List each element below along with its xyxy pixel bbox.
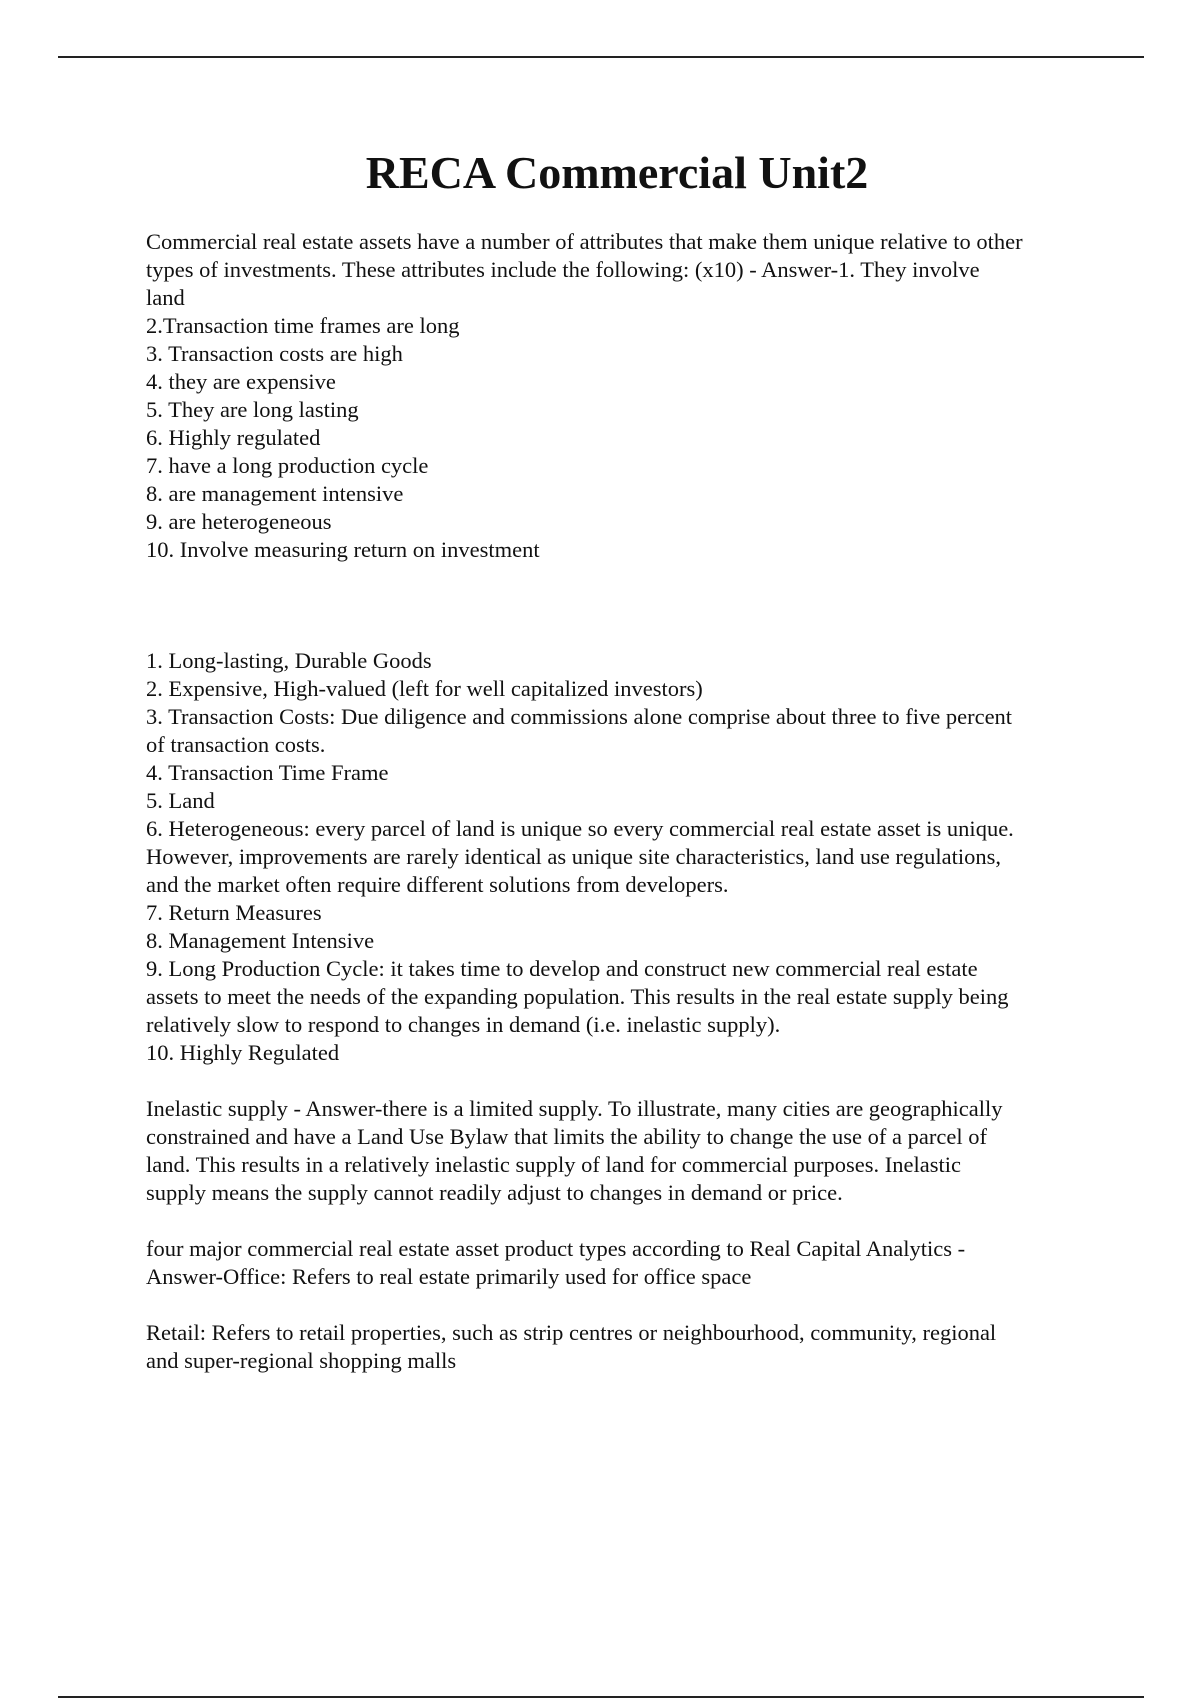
text-line: four major commercial real estate asset product types according to Real Capital Analytics -	[146, 1236, 966, 1261]
text-line: 1. Long-lasting, Durable Goods	[146, 648, 432, 673]
section-spacer	[146, 564, 1096, 647]
text-line: 5. They are long lasting	[146, 397, 359, 422]
text-line: However, improvements are rarely identical as unique site characteristics, land use regulations,	[146, 844, 1002, 869]
text-line: Retail: Refers to retail properties, such as strip centres or neighbourhood, community, regional	[146, 1320, 997, 1345]
document-body	[146, 228, 1096, 1375]
text-line: 10. Involve measuring return on investment	[146, 537, 540, 562]
text-line: and super-regional shopping malls	[146, 1348, 457, 1373]
text-line: 5. Land	[146, 788, 215, 813]
text-line: 6. Highly regulated	[146, 425, 321, 450]
text-line: assets to meet the needs of the expanding population. This results in the real estate supply being	[146, 984, 1009, 1009]
text-line: 3. Transaction Costs: Due diligence and commissions alone comprise about three to five percent	[146, 704, 1013, 729]
text-line: 7. Return Measures	[146, 900, 322, 925]
text-line: types of investments. These attributes include the following: (x10) - Answer-1. They involve	[146, 257, 980, 282]
text-line: 4. Transaction Time Frame	[146, 760, 389, 785]
text-line: 9. Long Production Cycle: it takes time to develop and construct new commercial real estate	[146, 956, 978, 981]
text-line: relatively slow to respond to changes in demand (i.e. inelastic supply).	[146, 1012, 781, 1037]
product-types-card	[146, 1235, 1096, 1291]
attributes-detail-list	[146, 647, 1096, 1067]
text-line: 8. are management intensive	[146, 481, 404, 506]
text-line: land. This results in a relatively inelastic supply of land for commercial purposes. Inelastic	[146, 1152, 961, 1177]
text-line: 2. Expensive, High-valued (left for well capitalized investors)	[146, 676, 703, 701]
text-line: supply means the supply cannot readily adjust to changes in demand or price.	[146, 1180, 843, 1205]
text-line: and the market often require different solutions from developers.	[146, 872, 729, 897]
text-line: Answer-Office: Refers to real estate primarily used for office space	[146, 1264, 752, 1289]
text-line: 6. Heterogeneous: every parcel of land is unique so every commercial real estate asset is unique.	[146, 816, 1014, 841]
text-line: 2.Transaction time frames are long	[146, 313, 460, 338]
text-line: constrained and have a Land Use Bylaw that limits the ability to change the use of a parcel of	[146, 1124, 987, 1149]
text-line: Inelastic supply - Answer-there is a limited supply. To illustrate, many cities are geographically	[146, 1096, 1003, 1121]
text-line: 4. they are expensive	[146, 369, 336, 394]
text-line: Commercial real estate assets have a number of attributes that make them unique relative to other	[146, 229, 1023, 254]
paragraph-spacer	[146, 1291, 1096, 1319]
inelastic-supply-card	[146, 1095, 1096, 1207]
paragraph-spacer	[146, 1067, 1096, 1095]
text-line: of transaction costs.	[146, 732, 326, 757]
retail-paragraph	[146, 1319, 1096, 1375]
text-line: 8. Management Intensive	[146, 928, 375, 953]
text-line: 10. Highly Regulated	[146, 1040, 340, 1065]
text-line: 7. have a long production cycle	[146, 453, 429, 478]
text-line: 3. Transaction costs are high	[146, 341, 403, 366]
attributes-question	[146, 228, 1096, 564]
text-line: 9. are heterogeneous	[146, 509, 332, 534]
text-line: land	[146, 285, 185, 310]
paragraph-spacer	[146, 1207, 1096, 1235]
document-title: RECA Commercial Unit2	[365, 147, 869, 198]
header-rule	[58, 56, 1144, 58]
footer-rule	[58, 1696, 1144, 1698]
